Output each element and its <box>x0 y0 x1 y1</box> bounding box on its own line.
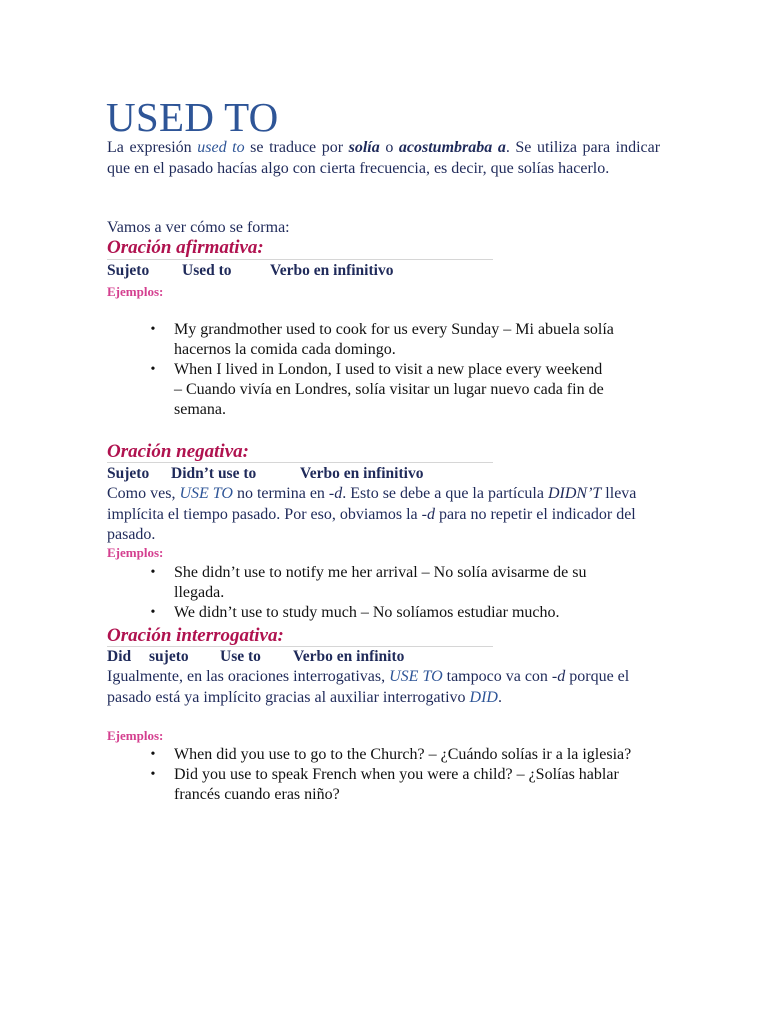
intro-used-to: used to <box>197 139 245 156</box>
intro-acostumbraba: acostumbraba a <box>398 139 506 156</box>
structure-part: Didn’t use to <box>171 465 257 482</box>
negative-explanation <box>107 484 652 546</box>
interrogative-explanation <box>107 667 663 708</box>
explanation-text: Igualmente, en las oraciones interrogativas, <box>107 668 390 685</box>
structure-part: Verbo en infinitivo <box>300 465 424 482</box>
heading-underline <box>107 259 493 260</box>
explanation-emphasis: DID <box>469 688 498 706</box>
example-text: Did you use to speak French when you were a child? – ¿Solías hablar francés cuando eras niño? <box>174 766 619 803</box>
explanation-text: . Esto se debe a que la partícula <box>342 485 548 502</box>
examples-list-interrogative <box>148 745 632 805</box>
explanation-text: Como ves, <box>107 485 180 502</box>
heading-interrogative: Oración interrogativa: <box>107 625 284 646</box>
heading-underline <box>107 462 493 463</box>
examples-list-affirmative <box>148 320 618 420</box>
page-title: USED TO <box>106 94 279 140</box>
examples-label: Ejemplos: <box>107 728 164 743</box>
list-item <box>148 320 618 360</box>
bullet-icon: • <box>150 565 156 580</box>
explanation-text: lleva implícita el tiempo pasado. Por eso, obviamos la <box>107 485 637 523</box>
heading-affirmative: Oración afirmativa: <box>107 237 264 258</box>
structure-part: Verbo en infinitivo <box>270 262 394 279</box>
explanation-text: tampoco va con <box>442 668 552 685</box>
structure-part: sujeto <box>149 648 189 665</box>
example-text: We didn’t use to study much – No solíamos estudiar mucho. <box>174 604 560 621</box>
bullet-icon: • <box>150 605 156 620</box>
examples-label: Ejemplos: <box>107 284 164 299</box>
list-item <box>148 603 618 623</box>
intro-text: La expresión <box>107 139 198 156</box>
intro-text: o <box>379 139 399 156</box>
explanation-emphasis: USE TO <box>179 485 233 502</box>
list-item <box>148 563 618 603</box>
explanation-text: para no repetir el indicador del pasado. <box>107 505 636 543</box>
list-item <box>148 360 610 420</box>
example-text: My grandmother used to cook for us every Sunday – Mi abuela solía hacernos la comida cada domingo. <box>174 321 614 358</box>
example-text: She didn’t use to notify me her arrival – No solía avisarme de su llegada. <box>174 564 587 601</box>
structure-part: Did <box>107 648 132 665</box>
structure-part: Used to <box>182 262 232 279</box>
bullet-icon: • <box>150 322 156 337</box>
bullet-icon: • <box>150 767 156 782</box>
structure-part: Sujeto <box>107 262 150 279</box>
structure-part: Sujeto <box>107 465 150 482</box>
heading-negative: Oración negativa: <box>107 441 249 462</box>
explanation-text: . <box>497 688 502 706</box>
explanation-emphasis: -d <box>551 668 566 685</box>
explanation-emphasis: USE TO <box>389 668 443 685</box>
example-text: When I lived in London, I used to visit a new place every weekend – Cuando vivía en Londres, solía visitar un lugar nuevo cada fin de semana. <box>174 361 604 418</box>
list-item <box>148 765 634 805</box>
intro-solia: solía <box>348 139 380 156</box>
explanation-text: porque el pasado está ya implícito gracias al auxiliar interrogativo <box>107 668 630 706</box>
intro-text: se traduce por <box>244 139 349 156</box>
explanation-emphasis: DIDN’T <box>547 485 602 502</box>
structure-part: Verbo en infinito <box>293 648 405 665</box>
explanation-emphasis: -d <box>328 485 343 502</box>
structure-part: Use to <box>220 648 261 665</box>
explanation-text: no termina en <box>232 485 329 502</box>
example-text: When did you use to go to the Church? – ¿Cuándo solías ir a la iglesia? <box>174 746 632 763</box>
intro-text: . Se utiliza para indicar que en el pasado hacías algo con cierta frecuencia, es decir, que solías hacerlo. <box>107 139 661 177</box>
list-item <box>148 745 634 765</box>
intro-paragraph <box>107 138 660 179</box>
bullet-icon: • <box>150 362 156 377</box>
explanation-emphasis: -d <box>421 505 435 523</box>
lead-text: Vamos a ver cómo se forma: <box>107 219 290 236</box>
bullet-icon: • <box>150 747 156 762</box>
examples-label: Ejemplos: <box>107 545 164 560</box>
examples-list-negative <box>148 563 618 623</box>
